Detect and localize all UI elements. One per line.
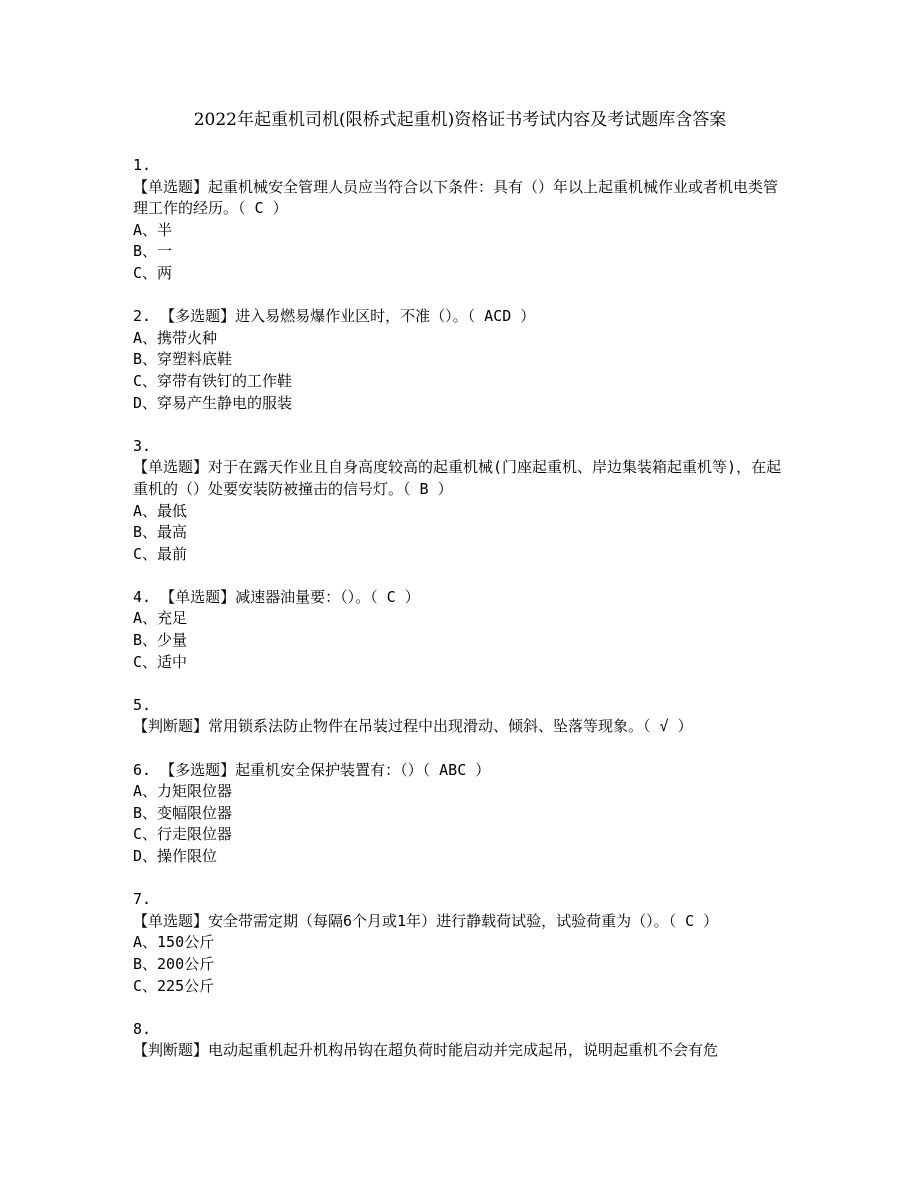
question-number: 3. [133, 436, 152, 455]
option-b: B、少量 [133, 631, 188, 650]
question-2 [133, 306, 789, 414]
question-6 [133, 760, 789, 868]
option-d: D、操作限位 [133, 847, 218, 865]
option-a: A、力矩限位器 [133, 782, 233, 801]
question-5 [133, 695, 789, 738]
question-stem: 【多选题】进入易燃易爆作业区时，不准（）。（ ACD ） [160, 307, 536, 326]
question-number: 4. [133, 587, 152, 606]
question-8 [133, 1019, 789, 1062]
question-number: 8. [133, 1019, 152, 1038]
question-stem: 【单选题】安全带需定期（每隔6个月或1年）进行静载荷试验，试验荷重为（）。（ C ） [133, 911, 719, 930]
question-4 [133, 587, 789, 673]
option-b: B、一 [133, 242, 173, 261]
option-c: C、最前 [133, 544, 188, 563]
option-b: B、穿塑料底鞋 [133, 350, 233, 369]
option-a: A、最低 [133, 501, 188, 520]
question-stem: 【判断题】常用锁系法防止物件在吊装过程中出现滑动、倾斜、坠落等现象。（ √ ） [133, 717, 693, 736]
option-c: C、适中 [133, 652, 188, 671]
question-3 [133, 436, 789, 566]
question-7 [133, 889, 789, 997]
question-stem: 【单选题】减速器油量要：（）。（ C ） [160, 587, 420, 606]
option-a: A、150公斤 [133, 933, 215, 952]
question-number: 2. [133, 307, 152, 326]
question-number: 1. [133, 156, 152, 174]
page-title: 2022年起重机司机(限桥式起重机)资格证书考试内容及考试题库含答案 [193, 110, 727, 130]
question-number: 5. [133, 695, 152, 714]
question-stem: 【单选题】对于在露天作业且自身高度较高的起重机械(门座起重机、岸边集装箱起重机等)，在起重机的（）处要安装防被撞击的信号灯。（ B ） [133, 458, 782, 498]
option-c: C、两 [133, 263, 173, 282]
option-b: B、变幅限位器 [133, 803, 233, 822]
option-a: A、半 [133, 220, 173, 239]
question-stem: 【判断题】电动起重机起升机构吊钩在超负荷时能启动并完成起吊，说明起重机不会有危 [133, 1041, 719, 1060]
question-list [133, 155, 789, 1084]
option-b: B、200公斤 [133, 954, 215, 973]
option-c: C、行走限位器 [133, 825, 233, 844]
option-c: C、穿带有铁钉的工作鞋 [133, 371, 293, 390]
option-a: A、充足 [133, 609, 188, 628]
question-stem: 【多选题】起重机安全保护装置有：（）（ ABC ） [160, 760, 491, 779]
question-stem: 【单选题】起重机械安全管理人员应当符合以下条件：具有（）年以上起重机械作业或者机电类管理工作的经历。（ C ） [133, 177, 779, 218]
option-b: B、最高 [133, 523, 188, 542]
option-d: D、穿易产生静电的服装 [133, 393, 293, 412]
option-a: A、携带火种 [133, 328, 218, 347]
option-c: C、225公斤 [133, 976, 215, 995]
question-1 [133, 155, 789, 285]
question-number: 7. [133, 890, 152, 909]
question-number: 6. [133, 760, 152, 779]
